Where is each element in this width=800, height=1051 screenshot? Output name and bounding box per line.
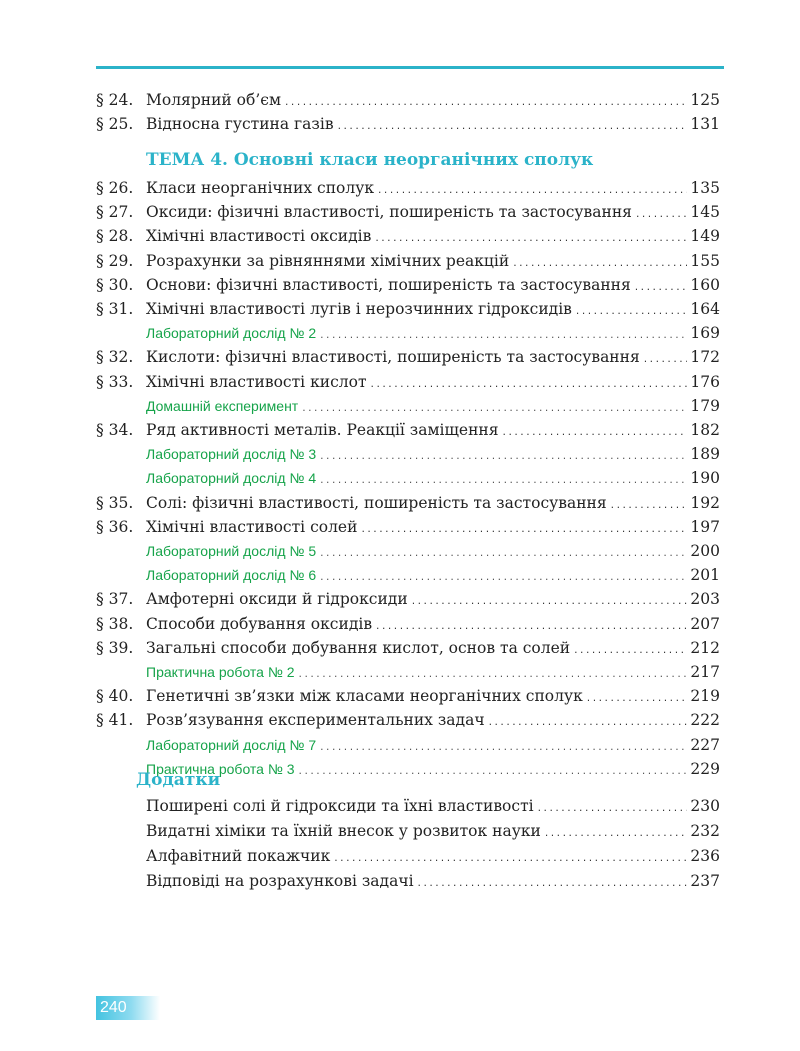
entry-title: Поширені солі й гідроксиди та їхні властивості [146, 797, 534, 815]
dot-leader [417, 874, 688, 894]
entry-title: Домашній експеримент [146, 397, 299, 414]
toc-subentry [146, 759, 720, 779]
page-ref: 207 [690, 614, 720, 633]
page-ref: 179 [690, 396, 720, 415]
page-ref: 189 [690, 445, 720, 464]
toc-entry [96, 275, 720, 295]
toc-entry [96, 114, 720, 134]
dot-leader [319, 326, 687, 346]
toc-entry [96, 589, 720, 609]
section-number: § 41. [96, 711, 134, 730]
entry-title: Практична робота № 3 [146, 760, 295, 777]
page-ref: 237 [690, 872, 720, 890]
dot-leader [586, 689, 688, 709]
page-ref: 212 [690, 638, 720, 657]
toc-entry [96, 372, 720, 392]
page-ref: 164 [690, 300, 720, 318]
section-number: § 28. [96, 227, 134, 246]
section-number: § 38. [96, 614, 134, 633]
page-ref: 160 [690, 275, 720, 294]
section-number: § 24. [96, 91, 134, 109]
toc-subentry [146, 541, 720, 561]
toc-subentry [146, 735, 720, 755]
dot-leader [610, 496, 688, 516]
section-number: § 29. [96, 251, 134, 270]
page-ref: 149 [690, 227, 720, 246]
page-ref: 236 [690, 847, 720, 865]
page-ref: 227 [690, 735, 720, 754]
toc-subentry [146, 323, 720, 343]
entry-title: Основи: фізичні властивості, поширеність та застосування [146, 275, 631, 294]
page-ref: 230 [690, 797, 720, 815]
entry-title: Хімічні властивості оксидів [146, 227, 372, 246]
page-ref: 222 [690, 711, 720, 730]
section-number: § 36. [96, 517, 134, 536]
page-ref: 197 [690, 517, 720, 536]
page-ref: 190 [690, 469, 720, 488]
section-number: § 35. [96, 493, 134, 512]
section-number: § 40. [96, 687, 134, 706]
entry-title: Відповіді на розрахункові задачі [146, 872, 414, 890]
dot-leader [634, 278, 688, 298]
entry-title: Хімічні властивості кислот [146, 372, 367, 391]
toc-entry [146, 871, 720, 891]
dot-leader [575, 302, 688, 322]
entry-title: Практична робота № 2 [146, 664, 295, 680]
page-ref: 182 [690, 421, 720, 439]
page-ref: 192 [690, 493, 720, 512]
dot-leader [375, 617, 687, 637]
dot-leader [301, 399, 687, 419]
dot-leader [411, 592, 688, 612]
page-ref: 232 [690, 822, 720, 840]
entry-title: Лабораторний дослід № 4 [146, 470, 317, 487]
entry-title: Лабораторний дослід № 6 [146, 567, 317, 584]
entry-title: Хімічні властивості солей [146, 517, 358, 536]
page-ref: 125 [690, 91, 720, 109]
entry-title: Видатні хіміки та їхній внесок у розвиток науки [146, 822, 541, 840]
toc-subentry [146, 444, 720, 464]
page-ref: 135 [690, 179, 720, 197]
section-number: § 37. [96, 590, 134, 609]
toc-subentry [146, 396, 720, 416]
toc-entry [96, 493, 720, 513]
dot-leader [319, 471, 687, 491]
dot-leader [298, 665, 688, 685]
dot-leader [374, 229, 687, 249]
toc-entry [96, 517, 720, 537]
toc-entry [96, 90, 720, 110]
toc-entry [96, 178, 720, 198]
dot-leader [377, 181, 687, 201]
entry-title: Ряд активності металів. Реакції заміщення [146, 421, 499, 439]
appendix-heading: Додатки [136, 770, 221, 790]
entry-title: Генетичні зв’язки між класами неорганічних сполук [146, 687, 583, 706]
page-ref: 219 [690, 687, 720, 706]
dot-leader [488, 713, 688, 733]
dot-leader [298, 762, 688, 782]
entry-title: Лабораторний дослід № 3 [146, 446, 317, 463]
section-number: § 32. [96, 348, 134, 367]
entry-title: Лабораторний дослід № 7 [146, 736, 317, 753]
dot-leader [319, 568, 687, 588]
entry-title: Молярний об’єм [146, 91, 281, 109]
page-ref: 203 [690, 590, 720, 609]
dot-leader [544, 824, 688, 844]
entry-title: Лабораторний дослід № 2 [146, 325, 317, 342]
dot-leader [573, 641, 687, 661]
toc-entry [96, 420, 720, 440]
dot-leader [512, 254, 687, 274]
page-ref: 176 [690, 372, 720, 391]
entry-title: Класи неорганічних сполук [146, 179, 375, 197]
section-number: § 26. [96, 179, 134, 197]
page-ref: 169 [690, 324, 720, 343]
page-ref: 145 [690, 203, 720, 222]
topic-heading: ТЕМА 4. Основні класи неорганічних сполук [146, 150, 594, 170]
dot-leader [319, 544, 687, 564]
dot-leader [360, 520, 687, 540]
entry-title: Амфотерні оксиди й гідроксиди [146, 590, 408, 609]
section-number: § 30. [96, 275, 134, 294]
section-number: § 33. [96, 372, 134, 391]
toc-entry [96, 614, 720, 634]
dot-leader [643, 350, 688, 370]
toc-entry [96, 638, 720, 658]
entry-title: Кислоти: фізичні властивості, поширеність та застосування [146, 348, 640, 367]
top-rule [96, 66, 724, 69]
entry-title: Відносна густина газів [146, 115, 334, 134]
toc-entry [96, 299, 720, 319]
section-number: § 39. [96, 638, 134, 657]
dot-leader [337, 117, 688, 137]
entry-title: Алфавітний покажчик [146, 847, 331, 865]
page-number: 240 [96, 996, 160, 1020]
entry-title: Хімічні властивості лугів і нерозчинних гідроксидів [146, 300, 572, 318]
entry-title: Оксиди: фізичні властивості, поширеність та застосування [146, 203, 632, 222]
toc-subentry [146, 662, 720, 682]
entry-title: Загальні способи добування кислот, основ та солей [146, 638, 571, 657]
page-ref: 217 [690, 663, 720, 681]
toc-subentry [146, 565, 720, 585]
section-number: § 34. [96, 421, 134, 439]
dot-leader [537, 799, 688, 819]
dot-leader [333, 849, 687, 869]
entry-title: Лабораторний дослід № 5 [146, 543, 317, 559]
section-number: § 25. [96, 115, 134, 134]
entry-title: Способи добування оксидів [146, 614, 373, 633]
entry-title: Розрахунки за рівняннями хімічних реакцій [146, 251, 510, 270]
entry-title: Солі: фізичні властивості, поширеність та застосування [146, 493, 607, 512]
page-ref: 200 [690, 542, 720, 560]
page-ref: 229 [690, 759, 720, 778]
toc-entry [146, 821, 720, 841]
section-number: § 27. [96, 203, 134, 222]
entry-title: Розв’язування експериментальних задач [146, 711, 485, 730]
toc-entry [96, 710, 720, 730]
toc-entry [146, 846, 720, 866]
dot-leader [319, 738, 687, 758]
section-number: § 31. [96, 300, 134, 318]
dot-leader [319, 447, 687, 467]
dot-leader [502, 423, 688, 443]
page-ref: 131 [690, 115, 720, 134]
dot-leader [370, 375, 688, 395]
toc-entry [96, 251, 720, 271]
toc-entry [146, 796, 720, 816]
page-ref: 201 [690, 566, 720, 585]
toc-subentry [146, 468, 720, 488]
dot-leader [635, 205, 687, 225]
dot-leader [284, 93, 687, 113]
toc-entry [96, 347, 720, 367]
toc-entry [96, 226, 720, 246]
page-ref: 155 [690, 251, 720, 270]
toc-entry [96, 202, 720, 222]
toc-entry [96, 686, 720, 706]
page-ref: 172 [690, 348, 720, 367]
